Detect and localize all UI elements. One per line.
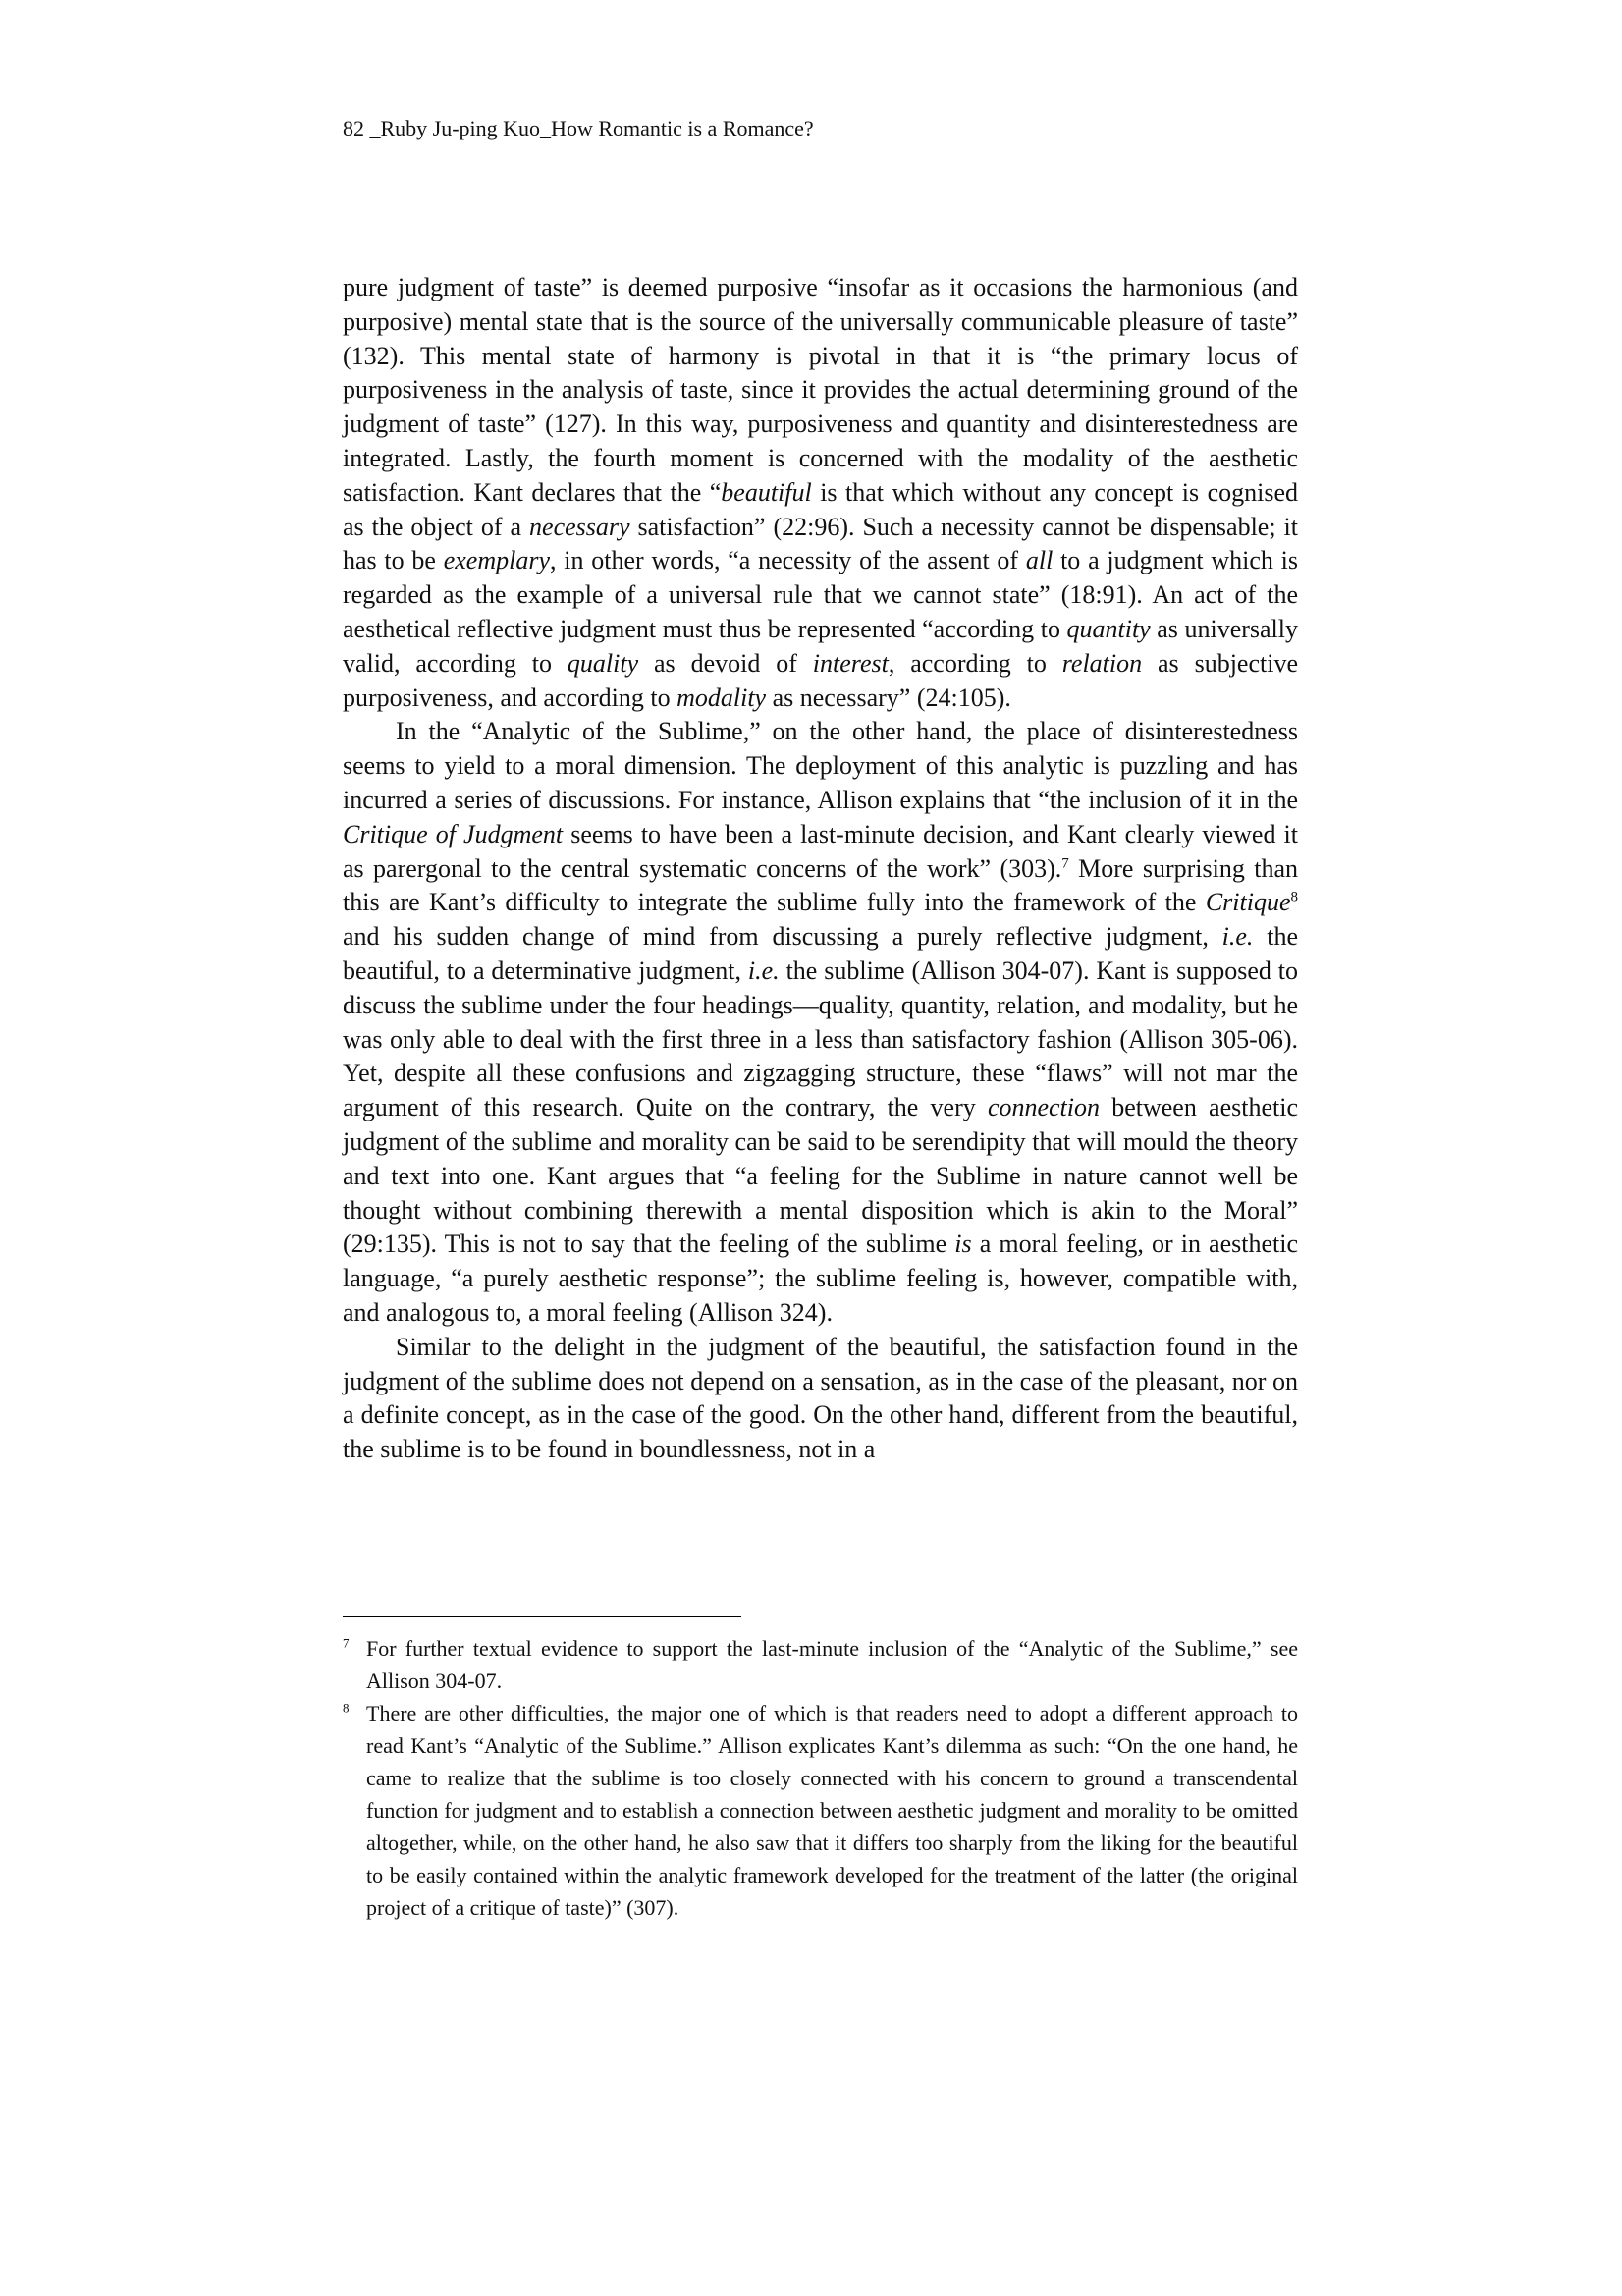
footnote-text: For further textual evidence to support the last-minute inclusion of the “Analytic of the Sublime,” see Allison 304-07. [366,1636,1298,1693]
text-run: as necessary” (24:105). [766,683,1011,712]
text-run: the beautiful, to a determinative judgment, [343,922,1299,985]
italic-text: connection [987,1093,1101,1122]
footnote-text: There are other difficulties, the major one of which is that readers need to adopt a different approach to read Kant’s “Analytic of the Sublime.” Allison explicates Kant’s dilemma as such: “On the one hand, he came to realize that the sublime is too closely connected with his concern to ground a transcendental function for judgment and to establish a connection between aesthetic judgment and morality to be omitted altogether, while, on the other hand, he also saw that it differs too sharply from the liking for the beautiful to be easily contained within the analytic framework developed for the treatment of the latter (the original project of a critique of taste)” (307). [366,1701,1298,1920]
text-run: as subjective purposiveness, and according to [343,648,1298,712]
footnote-ref: 7 [1061,854,1069,871]
footnote-number: 7 [343,1635,350,1651]
paragraph-2 [343,715,1298,1330]
italic-text: modality [676,683,767,712]
italic-text: beautiful [721,477,812,507]
text-run: , according to [888,648,1062,678]
text-run: pure judgment of taste” is deemed purposive “insofar as it occasions the harmonious (and purposive) mental state that is the source of the universally communicable pleasure of taste” (132). This mental state of harmony is pivotal in that it is “the primary locus of purposiveness in the analysis of taste, since it provides the actual determining ground of the judgment of taste” (127). In this way, purposiveness and quantity and disinterestedness are integrated. Lastly, the fourth moment is concerned with the modality of the aesthetic satisfaction. Kant declares that the “ [343,273,1298,507]
footnote-divider [343,1616,741,1617]
footnote-ref: 8 [1290,889,1298,905]
text-run: between aesthetic judgment of the sublime and morality can be said to be serendipity that will mould the theory and text into one. Kant argues that “a feeling for the Sublime in nature cannot well be thought without combining therewith a mental disposition which is akin to the Moral” (29:135). This is not to say that the feeling of the sublime [343,1093,1298,1259]
footnotes [343,1632,1298,1924]
footnote-7 [343,1632,1298,1697]
italic-text: i.e. [1221,922,1254,952]
italic-text: Critique [1205,888,1291,917]
italic-text: interest [812,648,889,678]
italic-text: Critique of Judgment [343,819,564,848]
paragraph-3 [343,1331,1298,1467]
italic-text: i.e. [747,956,780,985]
paragraph-1 [343,271,1298,715]
body-text [343,271,1298,1467]
text-run: and his sudden change of mind from discussing a purely reflective judgment, [343,922,1222,952]
text-run: More surprising than this are Kant’s difficulty to integrate the sublime fully into the framework of the [343,853,1298,917]
italic-text: necessary [529,512,630,541]
text-run: Similar to the delight in the judgment of the beautiful, the satisfaction found in the judgment of the sublime does not depend on a sensation, as in the case of the pleasant, nor on a definite concept, as in the case of the good. On the other hand, different from the beautiful, the sublime is to be found in boundlessness, not in a [343,1332,1298,1464]
text-run: , in other words, “a necessity of the assent of [550,546,1026,575]
text-run: as universally valid, according to [343,614,1298,678]
text-run: satisfaction” (22:96). Such a necessity cannot be dispensable; it has to be [343,512,1298,575]
text-run: In the “Analytic of the Sublime,” on the other hand, the place of disinterestedness seems to yield to a moral dimension. The deployment of this analytic is puzzling and has incurred a series of discussions. For instance, Allison explains that “the inclusion of it in the [343,717,1298,814]
text-run: to a judgment which is regarded as the example of a universal rule that we cannot state” (18:91). An act of the aesthetical reflective judgment must thus be represented “according to [343,546,1298,643]
text-run: as devoid of [638,648,813,678]
running-head: 82 _Ruby Ju-ping Kuo_How Romantic is a Romance? [343,116,814,140]
italic-text: exemplary [443,546,550,575]
italic-text: quantity [1066,614,1151,643]
italic-text: relation [1061,648,1143,678]
text-run: is that which without any concept is cognised as the object of a [343,477,1298,541]
footnote-number: 8 [343,1700,350,1716]
italic-text: quality [567,648,639,678]
italic-text: is [954,1230,972,1259]
italic-text: all [1025,546,1054,575]
text-run: seems to have been a last-minute decision, and Kant clearly viewed it as parergonal to the central systematic concerns of the work” (303). [343,819,1298,883]
text-run: the sublime (Allison 304-07). Kant is supposed to discuss the sublime under the four headings—quality, quantity, relation, and modality, but he was only able to deal with the first three in a less than satisfactory fashion (Allison 305-06). Yet, despite all these confusions and zigzagging structure, these “flaws” will not mar the argument of this research. Quite on the contrary, the very [343,956,1299,1122]
text-run: a moral feeling, or in aesthetic language, “a purely aesthetic response”; the sublime feeling is, however, compatible with, and analogous to, a moral feeling (Allison 324). [343,1230,1298,1327]
footnote-8 [343,1697,1298,1924]
